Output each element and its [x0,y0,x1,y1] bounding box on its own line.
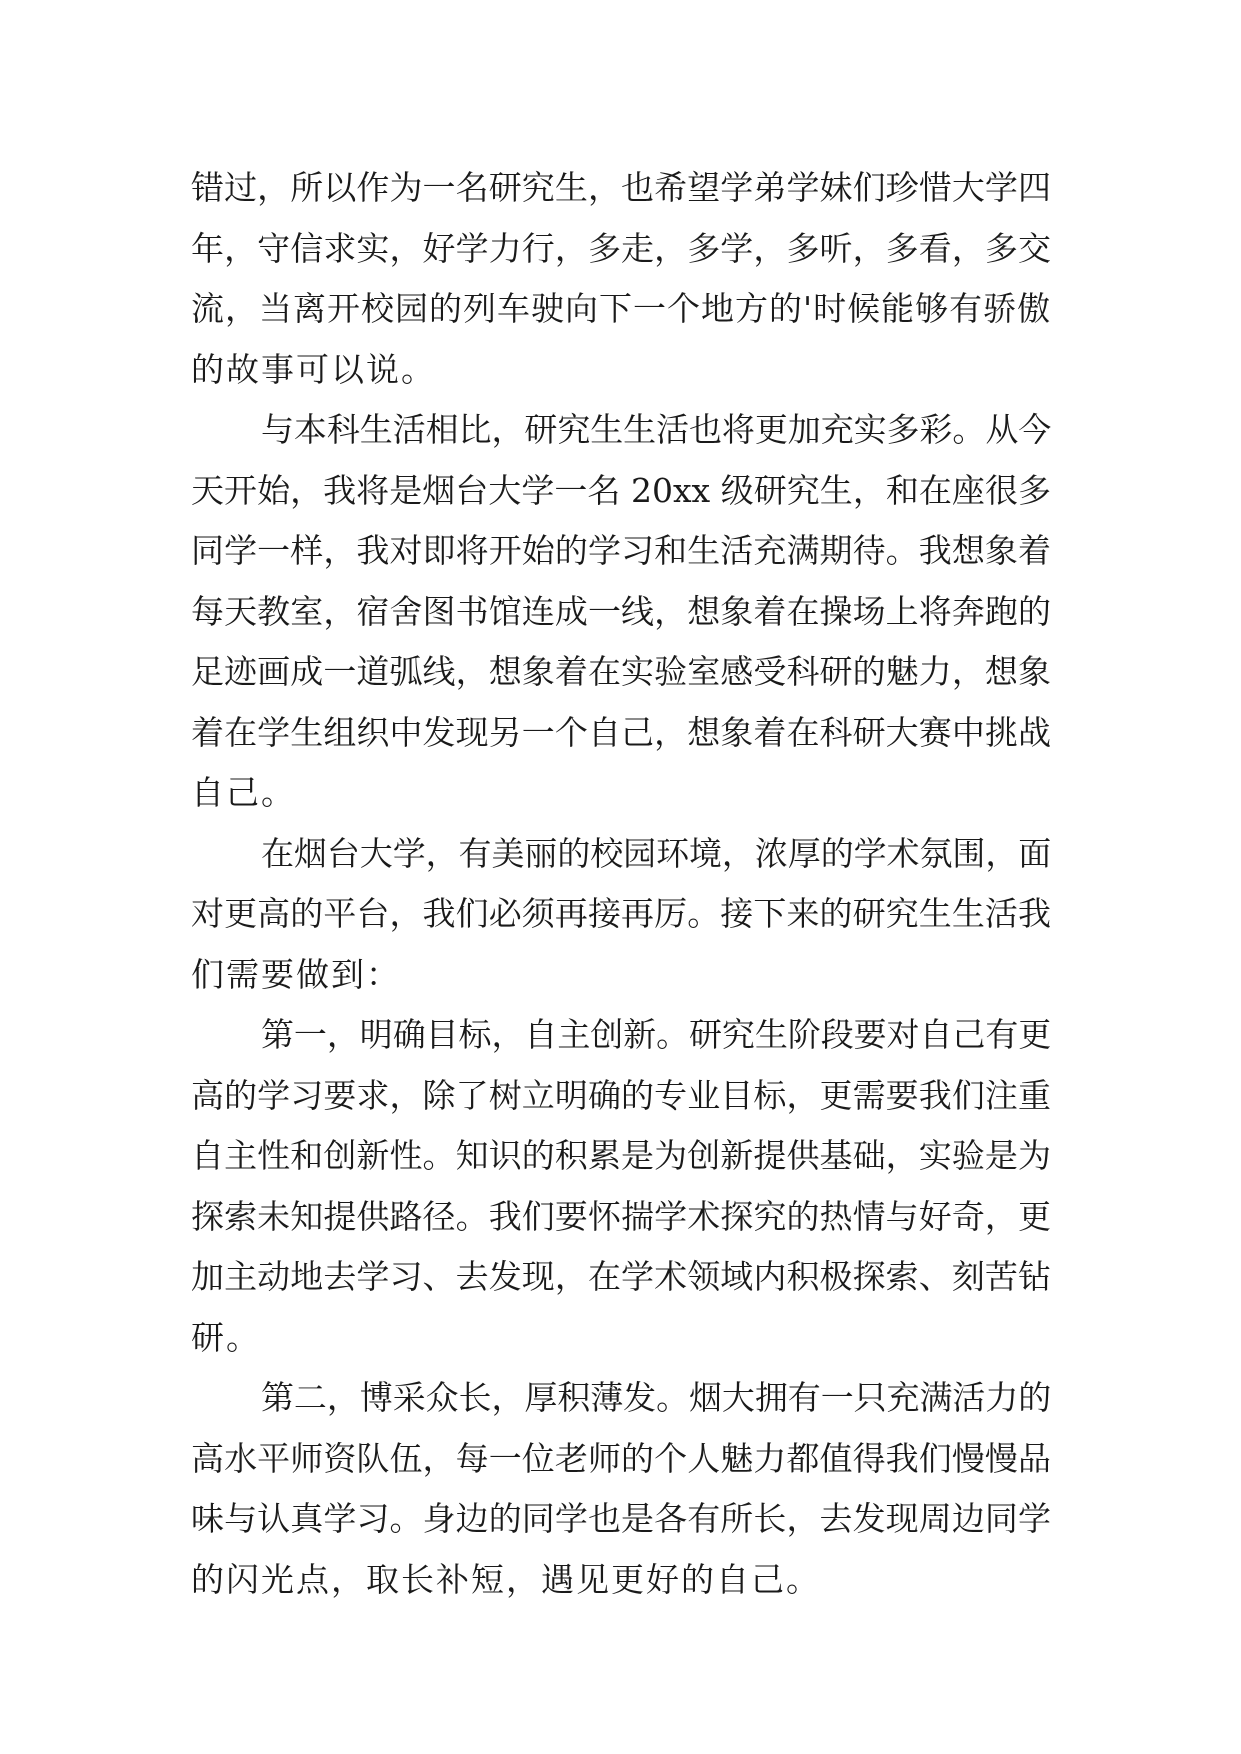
text-line: 味与认真学习。身边的同学也是各有所长，去发现周边同学 [191,1499,1051,1538]
text-line: 自主性和创新性。知识的积累是为创新提供基础，实验是为 [191,1136,1051,1175]
text-line: 在烟台大学，有美丽的校园环境，浓厚的学术氛围，面 [261,833,1051,873]
text-line: 的闪光点，取长补短，遇见更好的自己。 [191,1559,821,1599]
text-line: 同学一样，我对即将开始的学习和生活充满期待。我想象着 [191,531,1051,570]
text-line: 流，当离开校园的列车驶向下一个地方的'时候能够有骄傲 [191,289,1052,328]
text-line: 年，守信求实，好学力行，多走，多学，多听，多看，多交 [191,228,1051,268]
body-text [191,158,1051,1610]
paragraph-4 [191,1005,1051,1368]
text-line: 天开始，我将是烟台大学一名 20xx 级研究生，和在座很多 [191,470,1051,510]
text-line: 着在学生组织中发现另一个自己，想象着在科研大赛中挑战 [191,712,1051,752]
text-line: 错过，所以作为一名研究生，也希望学弟学妹们珍惜大学四 [191,168,1051,207]
paragraph-1 [191,158,1051,400]
text-line: 每天教室，宿舍图书馆连成一线，想象着在操场上将奔跑的 [191,591,1051,631]
text-line: 们需要做到： [191,954,401,994]
text-line: 对更高的平台，我们必须再接再厉。接下来的研究生生活我 [191,894,1051,933]
paragraph-3 [191,824,1051,1006]
text-line: 第一，明确目标，自主创新。研究生阶段要对自己有更 [261,1015,1051,1054]
text-line: 高水平师资队伍，每一位老师的个人魅力都值得我们慢慢品 [191,1438,1051,1478]
text-line: 探索未知提供路径。我们要怀揣学术探究的热情与好奇，更 [191,1196,1051,1236]
text-line: 自己。 [191,773,296,812]
text-line: 与本科生活相比，研究生生活也将更加充实多彩。从今 [261,410,1051,449]
text-line: 第二，博采众长，厚积薄发。烟大拥有一只充满活力的 [261,1378,1051,1417]
text-line: 的故事可以说。 [191,349,436,389]
text-line: 研。 [191,1317,261,1357]
paragraph-2 [191,400,1051,824]
paragraph-5 [191,1368,1051,1610]
text-line: 高的学习要求，除了树立明确的专业目标，更需要我们注重 [191,1075,1051,1115]
text-line: 足迹画成一道弧线，想象着在实验室感受科研的魅力，想象 [191,652,1051,691]
text-line: 加主动地去学习、去发现，在学术领域内积极探索、刻苦钻 [191,1257,1051,1296]
